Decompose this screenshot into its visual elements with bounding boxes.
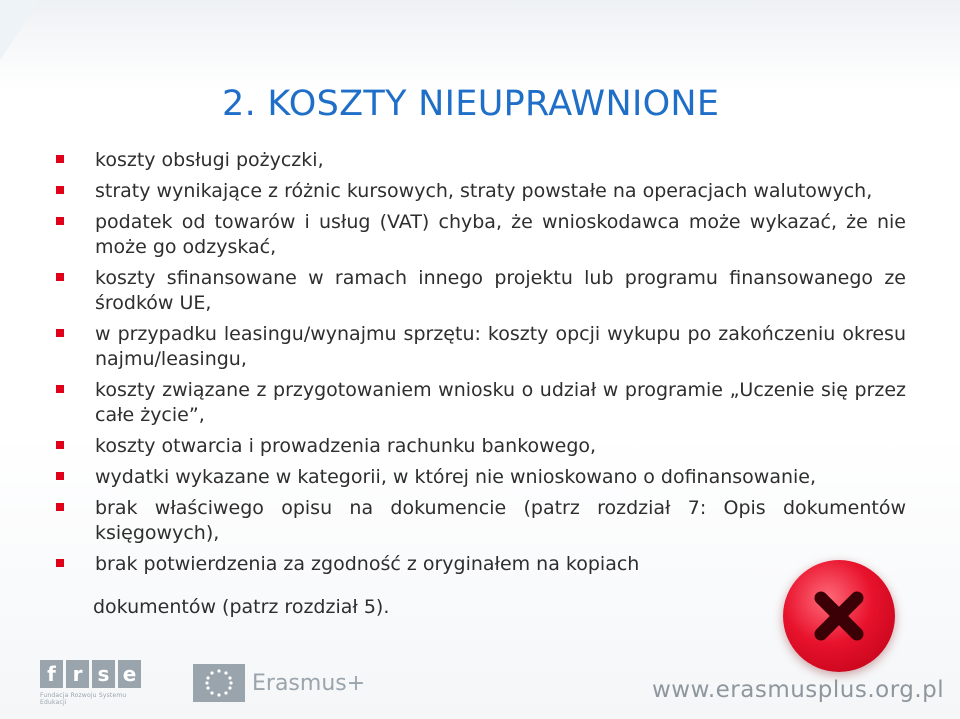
list-item: brak właściwego opisu na dokumencie (patrz rozdział 7: Opis dokumentów księgowych), (56, 496, 906, 546)
bullet-square-icon (56, 441, 64, 449)
list-item: podatek od towarów i usług (VAT) chyba, że wnioskodawca może wykazać, że nie może go odzyskać, (56, 210, 906, 260)
list-item: wydatki wykazane w kategorii, w której nie wnioskowano o dofinansowanie, (56, 465, 906, 490)
bullet-square-icon (56, 559, 64, 567)
x-mark-icon (783, 560, 895, 672)
list-item: koszty sfinansowane w ramach innego projektu lub programu finansowanego ze środków UE, (56, 266, 906, 316)
website-url[interactable]: www.erasmusplus.org.pl (652, 677, 945, 703)
bullet-square-icon (56, 186, 64, 194)
list-item: koszty obsługi pożyczki, (56, 148, 906, 173)
frse-letter: r (66, 660, 89, 688)
list-item: brak potwierdzenia za zgodność z oryginałem na kopiach (56, 552, 906, 577)
frse-caption: Fundacja Rozwoju Systemu Edukacji (40, 692, 127, 706)
list-item: koszty otwarcia i prowadzenia rachunku bankowego, (56, 434, 906, 459)
list-item: straty wynikające z różnic kursowych, straty powstałe na operacjach walutowych, (56, 179, 906, 204)
frse-logo (40, 660, 144, 706)
bullet-square-icon (56, 329, 64, 337)
slide-title: 2. KOSZTY NIEUPRAWNIONE (222, 84, 720, 124)
list-item: koszty związane z przygotowaniem wniosku o udział w programie „Uczenie się przez całe życie”, (56, 378, 906, 428)
erasmus-plus-logo: Erasmus+ (252, 671, 366, 696)
bullet-square-icon (56, 385, 64, 393)
bullet-square-icon (56, 155, 64, 163)
bullet-square-icon (56, 273, 64, 281)
eu-flag-icon (193, 664, 245, 702)
frse-letter: e (118, 660, 141, 688)
list-item-continuation: dokumentów (patrz rozdział 5). (93, 596, 390, 618)
list-item: w przypadku leasingu/wynajmu sprzętu: koszty opcji wykupu po zakończeniu okresu najmu/leasingu, (56, 322, 906, 372)
frse-letter: s (92, 660, 115, 688)
corner-decoration (0, 0, 40, 60)
bullet-list (56, 148, 906, 583)
frse-letter: f (40, 660, 63, 688)
bullet-square-icon (56, 217, 64, 225)
bullet-square-icon (56, 503, 64, 511)
bullet-square-icon (56, 472, 64, 480)
top-band (0, 0, 960, 90)
